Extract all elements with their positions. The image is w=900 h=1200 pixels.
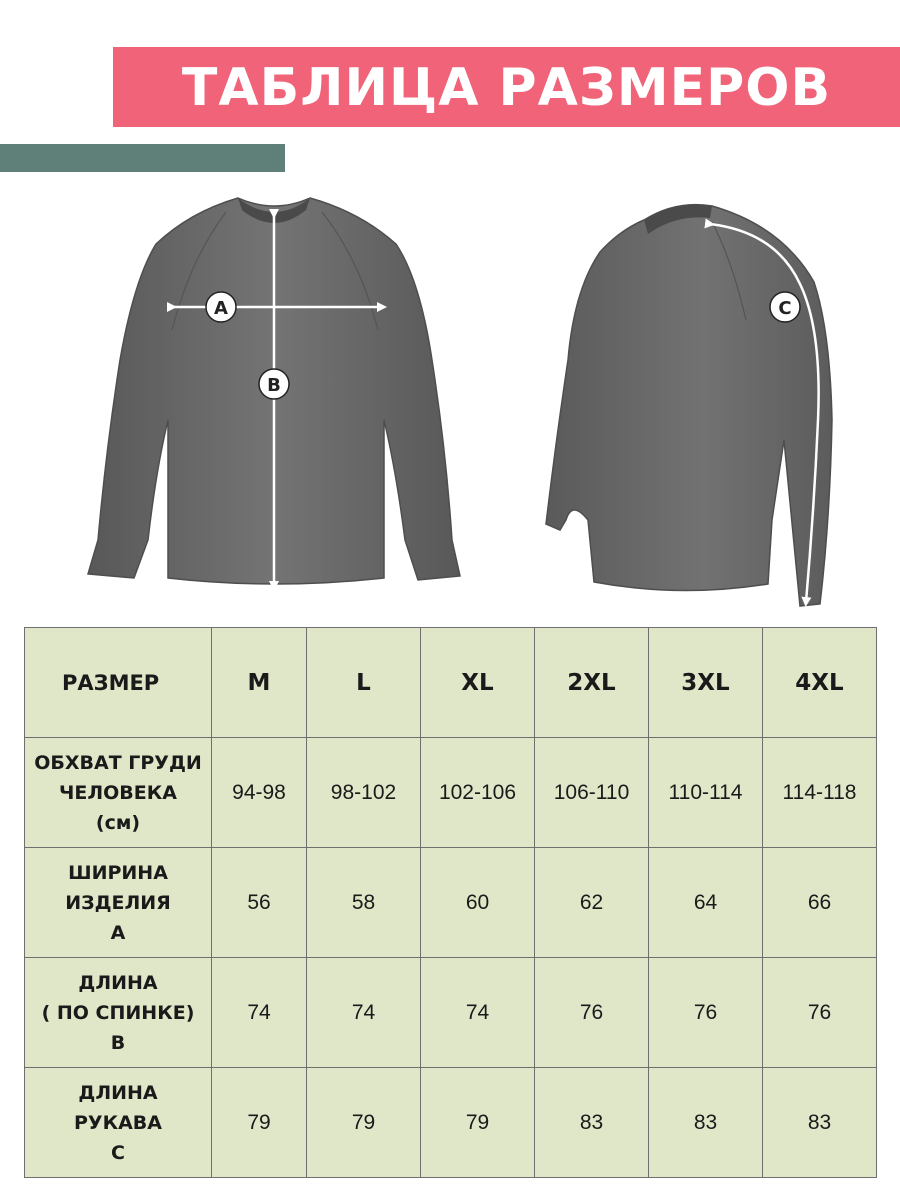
size-col-l: L bbox=[307, 628, 421, 738]
table-cell: 76 bbox=[535, 958, 649, 1068]
table-cell: 76 bbox=[649, 958, 763, 1068]
size-col-2xl: 2XL bbox=[535, 628, 649, 738]
table-row bbox=[25, 958, 877, 1068]
table-cell: 83 bbox=[649, 1068, 763, 1178]
table-cell: 74 bbox=[212, 958, 307, 1068]
size-header-row bbox=[25, 628, 877, 738]
row-label-length: ДЛИНА ( ПО СПИНКЕ) В bbox=[25, 958, 212, 1068]
size-col-m: M bbox=[212, 628, 307, 738]
table-cell: 74 bbox=[307, 958, 421, 1068]
table-cell: 58 bbox=[307, 848, 421, 958]
table-cell: 79 bbox=[307, 1068, 421, 1178]
shirt-front-view bbox=[88, 198, 460, 586]
size-table bbox=[24, 627, 877, 1178]
marker-c bbox=[770, 292, 800, 322]
table-cell: 74 bbox=[421, 958, 535, 1068]
table-cell: 110-114 bbox=[649, 738, 763, 848]
size-header-label: РАЗМЕР bbox=[25, 628, 212, 738]
table-row bbox=[25, 848, 877, 958]
table-cell: 79 bbox=[212, 1068, 307, 1178]
row-label-sleeve: ДЛИНА РУКАВА С bbox=[25, 1068, 212, 1178]
accent-bar bbox=[0, 144, 285, 172]
size-col-xl: XL bbox=[421, 628, 535, 738]
page-title: ТАБЛИЦА РАЗМЕРОВ bbox=[181, 58, 832, 118]
svg-text:A: A bbox=[214, 298, 228, 319]
table-cell: 64 bbox=[649, 848, 763, 958]
table-cell: 56 bbox=[212, 848, 307, 958]
table-cell: 94-98 bbox=[212, 738, 307, 848]
table-cell: 83 bbox=[535, 1068, 649, 1178]
shirt-side-view bbox=[546, 205, 832, 606]
marker-b bbox=[259, 369, 289, 399]
table-cell: 66 bbox=[763, 848, 877, 958]
shirt-illustration bbox=[0, 180, 900, 620]
table-row bbox=[25, 738, 877, 848]
row-label-chest: ОБХВАТ ГРУДИ ЧЕЛОВЕКА (см) bbox=[25, 738, 212, 848]
table-cell: 62 bbox=[535, 848, 649, 958]
row-label-width: ШИРИНА ИЗДЕЛИЯ А bbox=[25, 848, 212, 958]
table-cell: 76 bbox=[763, 958, 877, 1068]
title-banner bbox=[113, 47, 900, 127]
svg-text:B: B bbox=[267, 375, 281, 396]
table-cell: 106-110 bbox=[535, 738, 649, 848]
svg-text:C: C bbox=[778, 298, 792, 319]
table-cell: 114-118 bbox=[763, 738, 877, 848]
table-row bbox=[25, 1068, 877, 1178]
size-col-3xl: 3XL bbox=[649, 628, 763, 738]
table-cell: 60 bbox=[421, 848, 535, 958]
table-cell: 83 bbox=[763, 1068, 877, 1178]
size-col-4xl: 4XL bbox=[763, 628, 877, 738]
table-cell: 98-102 bbox=[307, 738, 421, 848]
table-cell: 102-106 bbox=[421, 738, 535, 848]
table-cell: 79 bbox=[421, 1068, 535, 1178]
marker-a bbox=[206, 292, 236, 322]
